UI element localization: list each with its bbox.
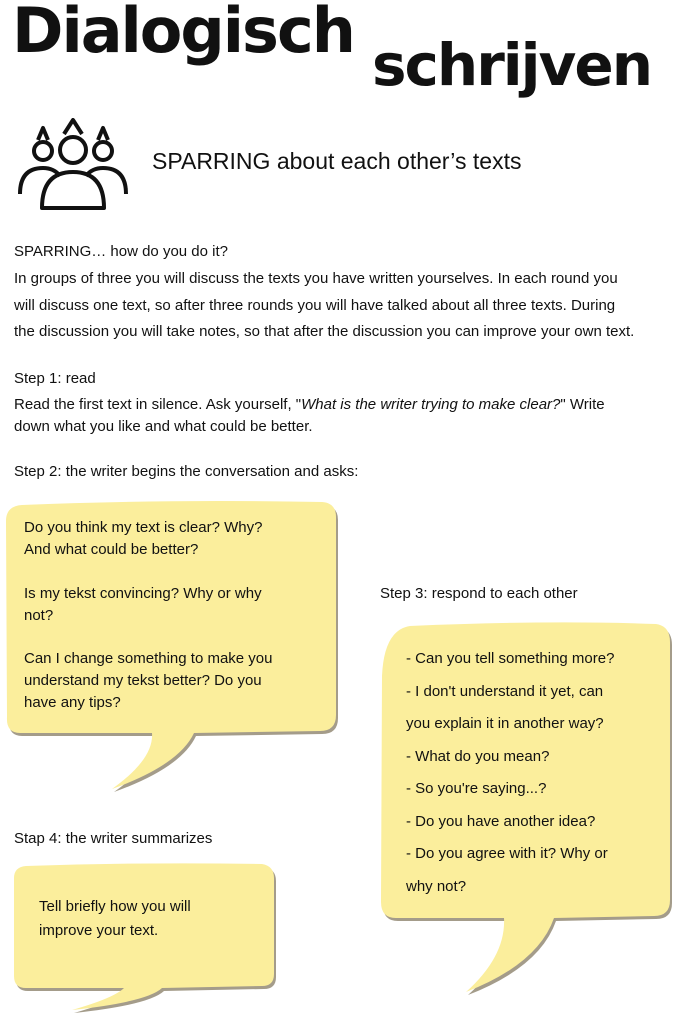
- response-line: you explain it in another way?: [406, 715, 604, 732]
- step4-heading: Stap 4: the writer summarizes: [14, 830, 213, 847]
- response-line: why not?: [406, 877, 467, 895]
- question-2: Is my tekst convincing? Why or why not?: [24, 584, 262, 624]
- response-line: - I don't understand it yet, can: [406, 682, 604, 700]
- step4-speech-bubble: [12, 862, 278, 1012]
- question-3: Can I change something to make you understand my tekst better? Do you have any tips?: [24, 650, 273, 711]
- step3-heading: Step 3: respond to each other: [380, 585, 578, 602]
- question-1: Do you think my text is clear? Why? And what could be better?: [24, 519, 263, 558]
- response-line: - Can you tell something more?: [406, 650, 615, 667]
- step1-paragraph: Read the first text in silence. Ask yourself, "What is the writer trying to make clear?" Write down what you like and what could be better.: [14, 396, 605, 435]
- intro-heading: SPARRING… how do you do it?: [14, 243, 228, 260]
- intro-paragraph: In groups of three you will discuss the texts you have written yourselves. In each round you will discuss one text, so after three rounds you will have talked about all three texts. During the discussion you will take notes, so that after the discussion you can improve your own text.: [14, 270, 635, 340]
- step2-heading: Step 2: the writer begins the conversation and asks:: [14, 463, 359, 480]
- response-line: - What do you mean?: [406, 747, 550, 765]
- response-line: - Do you have another idea?: [406, 812, 596, 830]
- step4-text: Tell briefly how you will improve your text.: [39, 898, 191, 939]
- title-dialogisch: Dialogisch: [12, 0, 354, 67]
- response-line: - Do you agree with it? Why or: [406, 845, 608, 862]
- step3-speech-bubble: [378, 620, 674, 1000]
- response-line: - So you're saying...?: [406, 780, 547, 797]
- step3-responses: [406, 643, 614, 903]
- step1-heading: Step 1: read: [14, 370, 96, 387]
- title-schrijven: schrijven: [372, 31, 651, 99]
- group-of-three-people-icon: [14, 118, 132, 210]
- subtitle: SPARRING about each other’s texts: [152, 148, 522, 174]
- step2-questions: [24, 517, 272, 736]
- step2-speech-bubble: [4, 497, 339, 792]
